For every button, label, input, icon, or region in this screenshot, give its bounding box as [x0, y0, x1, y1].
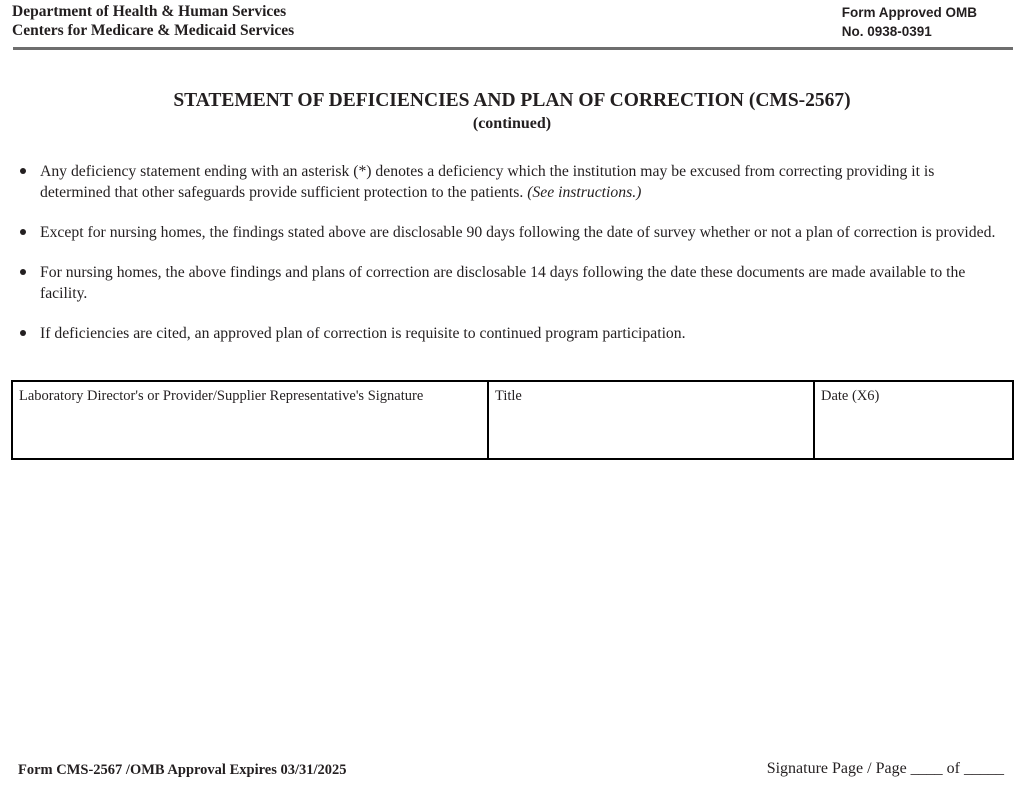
agency-heading	[12, 2, 294, 40]
bullet-icon	[20, 330, 26, 336]
page-number-footer: Signature Page / Page ____ of _____	[766, 760, 1004, 777]
list-item	[0, 161, 1024, 203]
agency-line-1: Department of Health & Human Services	[12, 3, 287, 20]
title-block	[0, 88, 1024, 135]
form-id-footer: Form CMS-2567 /OMB Approval Expires 03/31/2025	[18, 762, 347, 778]
signature-field-label: Laboratory Director's or Provider/Supplier Representative's Signature	[19, 388, 424, 404]
page-footer	[0, 760, 1024, 786]
note-text: If deficiencies are cited, an approved plan of correction is requisite to continued program participation.	[40, 325, 686, 342]
instruction-notes-list	[0, 161, 1024, 363]
note-text: Any deficiency statement ending with an asterisk (*) denotes a deficiency which the institution may be excused from correcting providing it is determined that other safeguards provide sufficient protection to the patients.	[40, 163, 935, 201]
omb-approval-line-1: Form Approved OMB	[841, 5, 977, 20]
signature-field-cell[interactable]	[13, 382, 489, 458]
signature-table	[11, 380, 1014, 460]
omb-number-line-2: No. 0938-0391	[841, 24, 932, 39]
page-title: STATEMENT OF DEFICIENCIES AND PLAN OF CORRECTION (CMS-2567)	[173, 90, 851, 111]
omb-approval-block	[842, 3, 977, 41]
header-divider-rule	[13, 47, 1013, 50]
date-field-cell[interactable]	[815, 382, 1012, 458]
bullet-icon	[20, 269, 26, 275]
list-item	[0, 222, 1024, 243]
title-field-cell[interactable]	[489, 382, 815, 458]
date-field-label: Date (X6)	[821, 388, 880, 404]
agency-line-2: Centers for Medicare & Medicaid Services	[12, 22, 295, 39]
title-field-label: Title	[495, 388, 522, 404]
page-header	[0, 0, 1024, 48]
bullet-icon	[20, 229, 26, 235]
note-text: For nursing homes, the above findings and plans of correction are disclosable 14 days following the date these documents are made available to the facility.	[40, 264, 966, 302]
list-item	[0, 323, 1024, 344]
note-emphasis: (See instructions.)	[527, 184, 642, 201]
note-text: Except for nursing homes, the findings stated above are disclosable 90 days following the date of survey whether or not a plan of correction is provided.	[40, 224, 996, 241]
bullet-icon	[20, 168, 26, 174]
list-item	[0, 262, 1024, 304]
page-subtitle: (continued)	[472, 115, 552, 132]
